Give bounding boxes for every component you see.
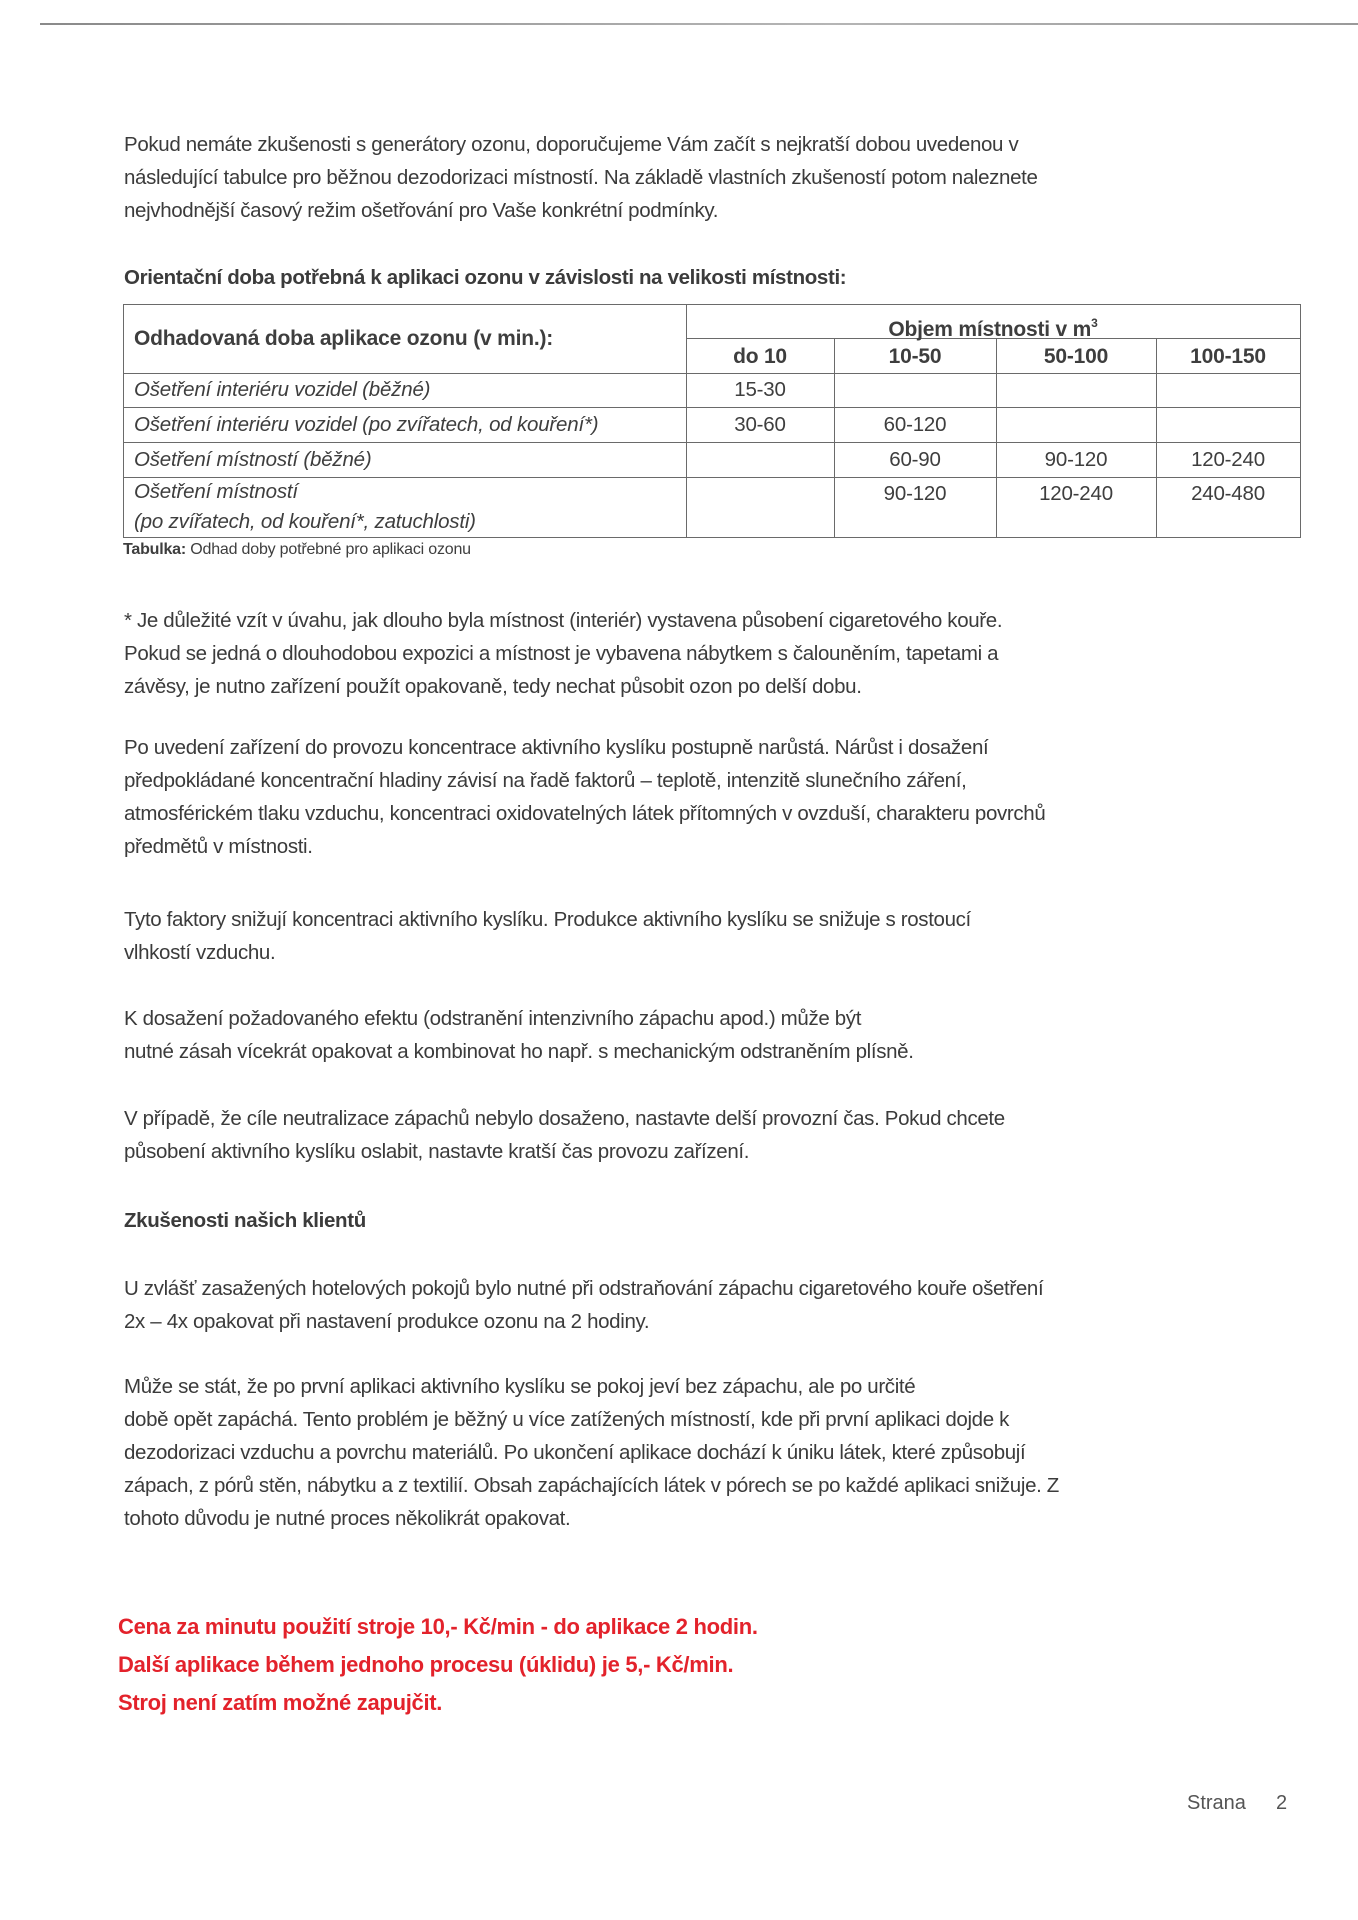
table-heading: Orientační doba potřebná k aplikaci ozonu v závislosti na velikosti místnosti:	[124, 266, 847, 289]
table-cell: 240-480	[1191, 482, 1265, 505]
group-header	[686, 305, 1300, 339]
text-line: Tyto faktory snižují koncentraci aktivního kyslíku. Produkce aktivního kyslíku se snižuje s rostoucí	[124, 908, 971, 931]
text-line: působení aktivního kyslíku oslabit, nastavte kratší čas provozu zařízení.	[124, 1140, 750, 1163]
text-line: U zvlášť zasažených hotelových pokojů bylo nutné při odstraňování zápachu cigaretového kouře ošetření	[124, 1277, 1044, 1300]
group-header-text: Objem místnosti v m	[888, 318, 1092, 341]
text-line: * Je důležité vzít v úvahu, jak dlouho byla místnost (interiér) vystavena působení cigaretového kouře.	[124, 609, 1003, 632]
table-cell: 30-60	[734, 413, 786, 436]
table-cell: 120-240	[1191, 448, 1265, 471]
text-line: nejvhodnější časový režim ošetřování pro Vaše konkrétní podmínky.	[124, 199, 719, 222]
table-cell: 120-240	[1039, 482, 1113, 505]
text-line: Pokud nemáte zkušenosti s generátory ozonu, doporučujeme Vám začít s nejkratší dobou uvedenou v	[124, 133, 1019, 156]
text-line: Pokud se jedná o dlouhodobou expozici a místnost je vybavena nábytkem s čalouněním, tapetami a	[124, 642, 999, 665]
text-line: předmětů v místnosti.	[124, 835, 313, 858]
pricing-line: Stroj není zatím možné zapujčit.	[118, 1690, 443, 1715]
row-label: Ošetření interiéru vozidel (běžné)	[134, 378, 431, 401]
text-line: Po uvedení zařízení do provozu koncentrace aktivního kyslíku postupně narůstá. Nárůst i dosažení	[124, 736, 989, 759]
text-line: závěsy, je nutno zařízení použít opakovaně, tedy nechat působit ozon po delší dobu.	[124, 675, 862, 698]
page-number-value: 2	[1275, 1792, 1288, 1814]
pricing-notice	[118, 1608, 1318, 1722]
text-line: Může se stát, že po první aplikaci aktivního kyslíku se pokoj jeví bez zápachu, ale po určité	[124, 1375, 916, 1398]
clients-heading-block	[124, 1204, 1324, 1237]
table-heading-block	[124, 261, 1324, 294]
text-line: nutné zásah vícekrát opakovat a kombinovat ho např. s mechanickým odstraněním plísně.	[124, 1040, 914, 1063]
row-label: Ošetření interiéru vozidel (po zvířatech, od kouření*)	[134, 413, 599, 436]
effect-paragraph	[124, 1002, 1324, 1068]
table-cell: 90-120	[883, 482, 947, 505]
text-line: 2x – 4x opakovat při nastavení produkce ozonu na 2 hodiny.	[124, 1310, 650, 1333]
footnote-paragraph	[124, 604, 1324, 703]
row-label-line: Ošetření místností	[134, 480, 298, 503]
text-line: atmosférickém tlaku vzduchu, koncentraci oxidovatelných látek přítomných v ovzduší, charakteru povrchů	[124, 802, 1046, 825]
table-cell: 15-30	[734, 378, 786, 401]
row-label-line: (po zvířatech, od kouření*, zatuchlosti)	[134, 510, 476, 533]
page-label: Strana	[1187, 1792, 1246, 1814]
text-line: době opět zapáchá. Tento problém je běžný u více zatížených místností, kde při první aplikaci dojde k	[124, 1408, 1010, 1431]
table-cell: 60-120	[883, 413, 947, 436]
text-line: dezodorizaci vzduchu a povrchu materiálů. Po ukončení aplikace dochází k úniku látek, které způsobují	[124, 1441, 1026, 1464]
clients-heading: Zkušenosti našich klientů	[124, 1209, 366, 1232]
column-header: 50-100	[1043, 345, 1109, 368]
page-number	[1187, 1792, 1287, 1815]
superscript: 3	[1091, 316, 1098, 330]
table-cell: 90-120	[1044, 448, 1108, 471]
caption-text: Odhad doby potřebné pro aplikaci ozonu	[186, 541, 471, 558]
corner-header: Odhadovaná doba aplikace ozonu (v min.):	[134, 327, 554, 350]
table-cell: 60-90	[889, 448, 941, 471]
text-line: vlhkostí vzduchu.	[124, 941, 276, 964]
factors-paragraph	[124, 903, 1324, 969]
text-line: zápach, z pórů stěn, nábytku a z textilií. Obsah zapáchajících látek v pórech se po každé aplikaci snižuje. Z	[124, 1474, 1059, 1497]
table-caption	[123, 541, 471, 559]
text-line: předpokládané koncentrační hladiny závisí na řadě faktorů – teplotě, intenzitě slunečního záření,	[124, 769, 967, 792]
caption-label: Tabulka:	[123, 541, 187, 558]
repeat-paragraph	[124, 1370, 1324, 1535]
row-label: Ošetření místností (běžné)	[134, 448, 372, 471]
text-line: K dosažení požadovaného efektu (odstranění intenzivního zápachu apod.) může být	[124, 1007, 862, 1030]
column-header: 100-150	[1190, 345, 1266, 368]
text-line: V případě, že cíle neutralizace zápachů nebylo dosaženo, nastavte delší provozní čas. Pokud chcete	[124, 1107, 1005, 1130]
column-header: 10-50	[888, 345, 942, 368]
concentration-paragraph	[124, 731, 1324, 863]
text-line: tohoto důvodu je nutné proces několikrát opakovat.	[124, 1507, 571, 1530]
text-line: následující tabulce pro běžnou dezodorizaci místností. Na základě vlastních zkušeností potom naleznete	[124, 166, 1038, 189]
intro-paragraph	[124, 128, 1324, 227]
column-header: do 10	[733, 345, 787, 368]
time-paragraph	[124, 1102, 1324, 1168]
hotel-paragraph	[124, 1272, 1324, 1338]
pricing-line: Další aplikace během jednoho procesu (úklidu) je 5,- Kč/min.	[118, 1652, 734, 1677]
row-label	[124, 477, 476, 537]
pricing-line: Cena za minutu použití stroje 10,- Kč/min - do aplikace 2 hodin.	[118, 1614, 758, 1639]
ozone-time-table	[123, 304, 1301, 538]
header-rule	[40, 23, 1358, 25]
